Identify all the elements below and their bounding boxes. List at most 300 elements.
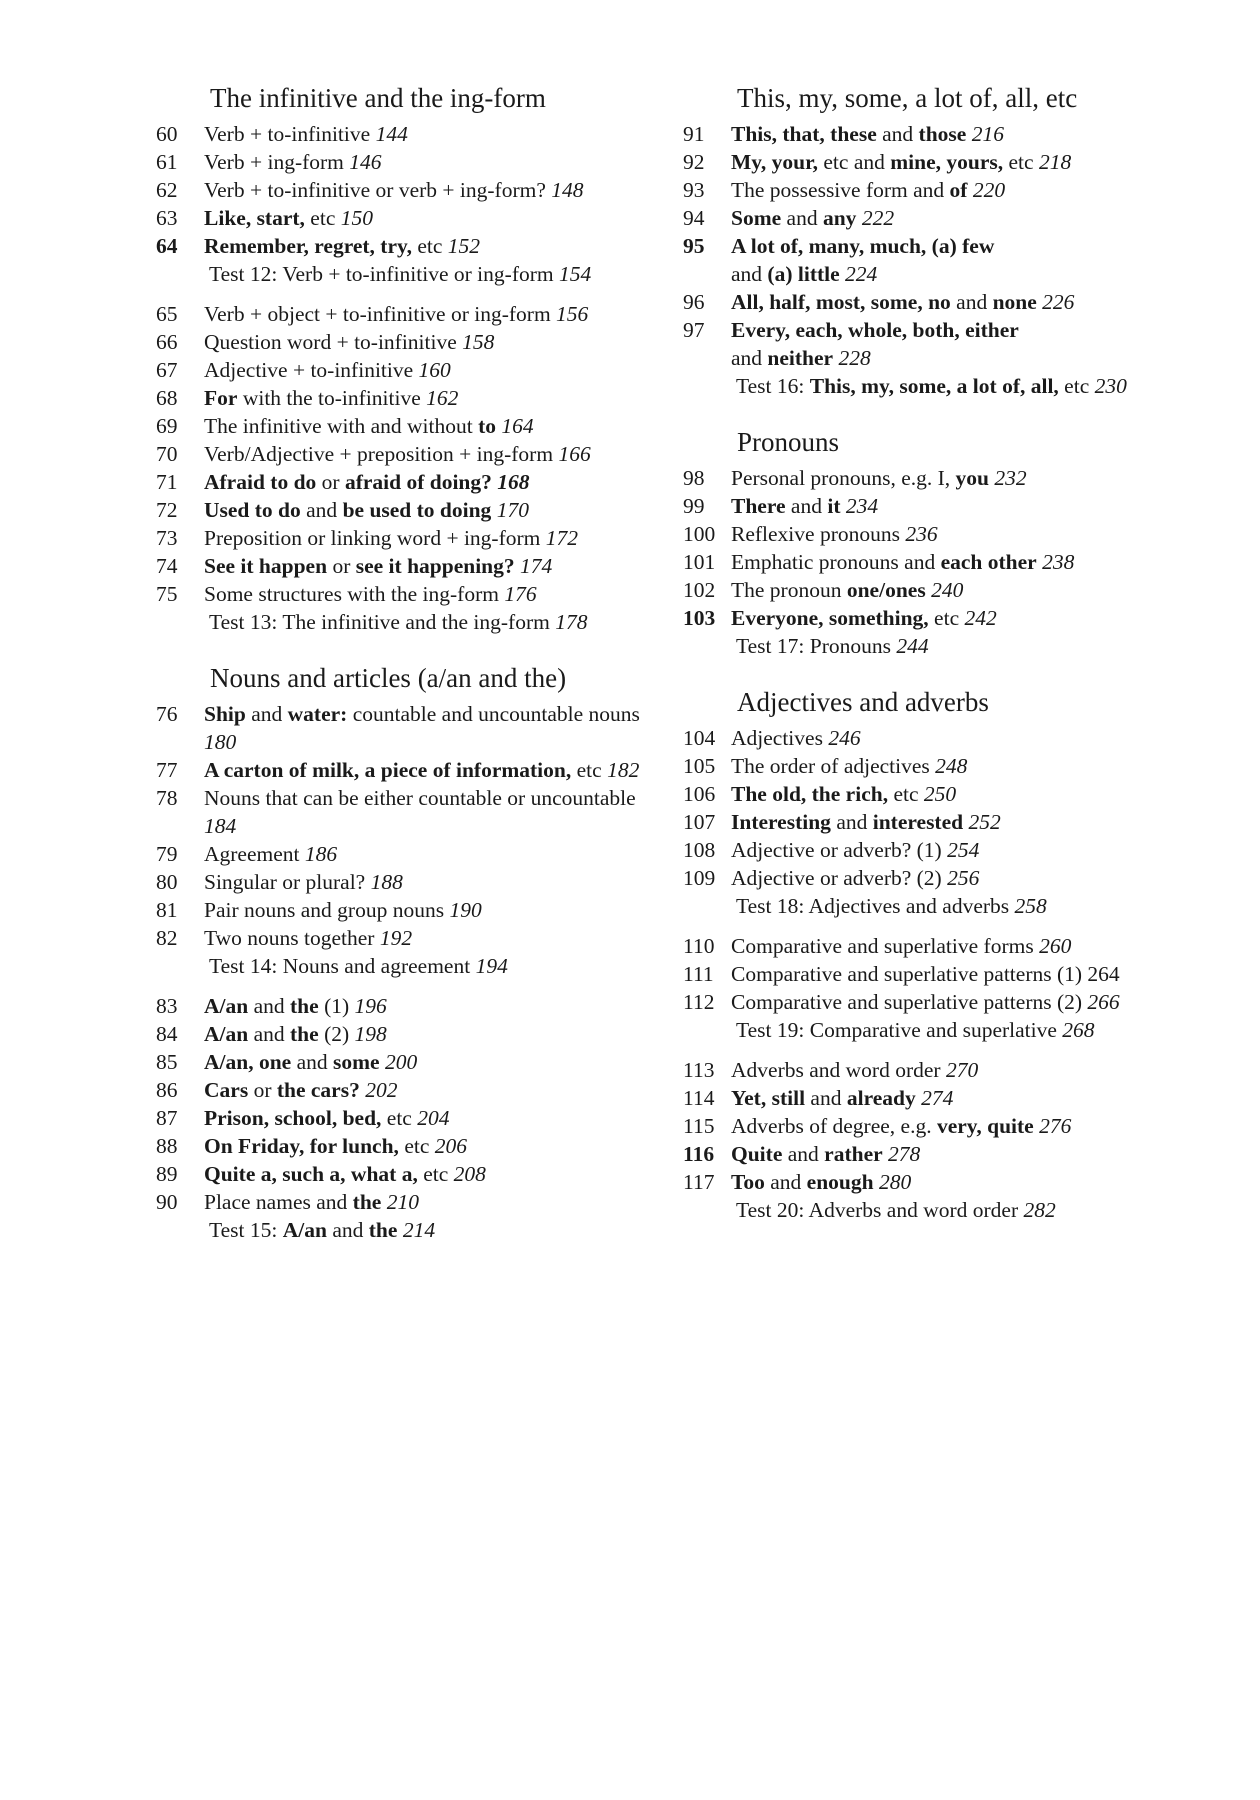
unit-entry[interactable] [156, 440, 656, 468]
unit-number: 107 [683, 810, 716, 834]
contents-column-left [156, 76, 656, 1264]
entry-text: the [368, 1218, 398, 1242]
entry-text: and [781, 206, 823, 230]
unit-number: 79 [156, 842, 178, 866]
entry-text: The pronoun [731, 578, 847, 602]
unit-number: 115 [683, 1114, 715, 1138]
entry-text: Preposition or linking word + ing-form [204, 526, 546, 550]
unit-number: 85 [156, 1050, 178, 1074]
entry-text: none [992, 290, 1037, 314]
entry-text: the cars? [276, 1078, 360, 1102]
unit-entry[interactable] [156, 300, 656, 328]
entry-text: The order of adjectives [731, 754, 936, 778]
section-heading: This, my, some, a lot of, all, etc [737, 83, 1078, 113]
page-number: 188 [370, 870, 403, 894]
unit-number: 108 [683, 838, 716, 862]
unit-entry[interactable] [156, 328, 656, 356]
unit-entry[interactable] [683, 548, 1243, 576]
unit-entry[interactable] [156, 1104, 656, 1132]
unit-title [204, 896, 656, 924]
page-number: 184 [204, 814, 237, 838]
page-number: 282 [1023, 1198, 1056, 1222]
unit-number: 100 [683, 522, 716, 546]
test-entry[interactable] [156, 1216, 656, 1244]
unit-entry[interactable] [683, 1168, 1243, 1196]
page-number: 162 [426, 386, 459, 410]
entry-text: and [291, 1050, 334, 1074]
unit-entry[interactable] [683, 960, 1243, 988]
unit-entry[interactable] [683, 176, 1243, 204]
unit-entry[interactable] [156, 468, 656, 496]
page-number: 208 [453, 1162, 486, 1186]
unit-title [731, 576, 1243, 604]
page-number: 278 [888, 1142, 921, 1166]
unit-title [204, 1188, 656, 1216]
page-number: 164 [501, 414, 534, 438]
unit-entry[interactable] [683, 1084, 1243, 1112]
unit-title [731, 148, 1243, 176]
unit-number: 70 [156, 442, 178, 466]
page-number: 220 [972, 178, 1006, 202]
entry-text: or [248, 1078, 277, 1102]
entry-text: some [333, 1050, 380, 1074]
unit-title [204, 840, 656, 868]
unit-entry[interactable] [683, 1112, 1243, 1140]
entry-text: There [731, 494, 786, 518]
unit-entry[interactable] [156, 580, 656, 608]
unit-entry[interactable] [683, 288, 1243, 316]
unit-entry[interactable] [683, 724, 1243, 752]
unit-title [204, 204, 656, 232]
page-number: 268 [1062, 1018, 1095, 1042]
entry-text: Ship [204, 702, 246, 726]
page-number: 266 [1087, 990, 1120, 1014]
unit-entry[interactable] [683, 836, 1243, 864]
entry-text: Reflexive pronouns [731, 522, 906, 546]
unit-entry[interactable] [683, 120, 1243, 148]
unit-title [204, 1132, 656, 1160]
unit-entry[interactable] [156, 176, 656, 204]
unit-title [204, 176, 656, 204]
page-number: 160 [418, 358, 451, 382]
page-number: 218 [1038, 150, 1072, 174]
unit-number: 75 [156, 582, 178, 606]
entry-text: etc [411, 234, 448, 258]
unit-title [731, 1168, 1243, 1196]
page-number: 234 [845, 494, 879, 518]
unit-title [204, 356, 656, 384]
unit-title [204, 868, 656, 896]
entry-text: etc [304, 206, 341, 230]
unit-entry[interactable] [156, 1020, 656, 1048]
entry-text: each other [940, 550, 1037, 574]
unit-number: 76 [156, 702, 178, 726]
unit-entry[interactable] [156, 232, 656, 260]
unit-entry[interactable] [156, 1160, 656, 1188]
test-entry[interactable] [683, 632, 1243, 660]
unit-number: 105 [683, 754, 716, 778]
unit-entry[interactable] [683, 864, 1243, 892]
unit-entry[interactable] [156, 1048, 656, 1076]
page-number: 280 [878, 1170, 912, 1194]
page-number: 230 [1094, 374, 1127, 398]
entry-text: and [731, 346, 768, 370]
entry-text: Quite a, such a, what a, [204, 1162, 418, 1186]
unit-title [204, 1020, 656, 1048]
entry-text: etc [398, 1134, 435, 1158]
unit-title [204, 1048, 656, 1076]
unit-entry[interactable] [683, 464, 1243, 492]
unit-entry[interactable] [683, 604, 1243, 632]
unit-number: 72 [156, 498, 178, 522]
test-entry[interactable] [683, 892, 1243, 920]
unit-number: 96 [683, 290, 705, 314]
entry-text: countable and uncountable nouns [347, 702, 640, 726]
test-entry[interactable] [683, 1016, 1243, 1044]
contents-section [156, 76, 656, 636]
test-entry[interactable] [156, 260, 656, 288]
unit-title [204, 784, 656, 840]
unit-number: 109 [683, 866, 716, 890]
unit-entry[interactable] [683, 316, 1243, 372]
page-number: 210 [386, 1190, 419, 1214]
page-number: 182 [607, 758, 640, 782]
unit-number: 106 [683, 782, 716, 806]
entry-text: Too [731, 1170, 765, 1194]
unit-number: 81 [156, 898, 178, 922]
entry-text: Prison, school, bed, [204, 1106, 382, 1130]
unit-title [204, 1160, 656, 1188]
unit-entry[interactable] [683, 576, 1243, 604]
section-heading: The infinitive and the ing-form [210, 83, 546, 113]
unit-title [204, 1076, 656, 1104]
test-entry[interactable] [683, 372, 1243, 400]
unit-number: 68 [156, 386, 178, 410]
entry-text: and [248, 1022, 291, 1046]
unit-number: 116 [683, 1142, 715, 1166]
unit-title [204, 468, 656, 496]
entry-text: Question word + to-infinitive [204, 330, 463, 354]
unit-title [731, 288, 1243, 316]
unit-title [204, 700, 656, 756]
unit-number: 74 [156, 554, 178, 578]
unit-number: 90 [156, 1190, 178, 1214]
section-heading: Nouns and articles (a/an and the) [210, 663, 567, 693]
unit-number: 64 [156, 234, 178, 258]
unit-entry[interactable] [683, 1056, 1243, 1084]
page-number: 152 [447, 234, 481, 258]
entry-text: Two nouns together [204, 926, 380, 950]
unit-number: 65 [156, 302, 178, 326]
entry-text: A/an [282, 1218, 327, 1242]
unit-entry[interactable] [156, 992, 656, 1020]
entry-text: A/an [204, 1022, 249, 1046]
unit-title [731, 988, 1243, 1016]
page-number: 246 [828, 726, 861, 750]
entry-text: with the to-infinitive [237, 386, 427, 410]
entry-text: Afraid to do [204, 470, 317, 494]
page-number: 158 [462, 330, 495, 354]
unit-title [731, 1056, 1243, 1084]
unit-entry[interactable] [683, 520, 1243, 548]
entry-text: Cars [204, 1078, 249, 1102]
unit-number: 104 [683, 726, 716, 750]
page-number: 170 [496, 498, 529, 522]
unit-entry[interactable] [683, 1140, 1243, 1168]
unit-entry[interactable] [156, 412, 656, 440]
page-number: 270 [945, 1058, 979, 1082]
unit-entry[interactable] [683, 932, 1243, 960]
page-number: 204 [417, 1106, 450, 1130]
unit-number: 114 [683, 1086, 715, 1110]
unit-entry[interactable] [156, 924, 656, 952]
unit-number: 112 [683, 990, 715, 1014]
unit-entry[interactable] [156, 1188, 656, 1216]
entry-text: Test 13: The infinitive and the ing-form [209, 610, 556, 634]
entry-text: Comparative and superlative patterns (2) [731, 990, 1088, 1014]
unit-number: 67 [156, 358, 178, 382]
entry-text: enough [806, 1170, 874, 1194]
entry-text: Test 16: [736, 374, 810, 398]
entry-text: and [731, 262, 768, 286]
unit-number: 111 [683, 962, 714, 986]
entry-text: and [300, 498, 343, 522]
unit-title [731, 1084, 1243, 1112]
unit-title [731, 604, 1243, 632]
page-number: 238 [1042, 550, 1075, 574]
page-number: 254 [947, 838, 980, 862]
entry-text: Test 19: Comparative and superlative [736, 1018, 1063, 1042]
entry-text: Emphatic pronouns and [731, 550, 941, 574]
unit-title [731, 752, 1243, 780]
page-number: 248 [935, 754, 968, 778]
contents-column-right [683, 76, 1243, 1244]
entry-text: (1) [318, 994, 355, 1018]
unit-title [731, 120, 1243, 148]
entry-text: Quite [731, 1142, 783, 1166]
unit-entry[interactable] [683, 204, 1243, 232]
entry-text: afraid of doing? [344, 470, 492, 494]
unit-entry[interactable] [156, 496, 656, 524]
entry-text: etc [571, 758, 608, 782]
unit-entry[interactable] [683, 752, 1243, 780]
unit-entry[interactable] [156, 896, 656, 924]
entry-text: Test 12: Verb + to-infinitive or ing-form [209, 262, 559, 286]
unit-number: 62 [156, 178, 178, 202]
entry-text: Adverbs and word order [731, 1058, 946, 1082]
entry-text: Nouns that can be either countable or uncountable [204, 786, 636, 810]
entry-text: A carton of milk, a piece of information, [204, 758, 572, 782]
unit-number: 93 [683, 178, 705, 202]
entry-text: Verb + ing-form [204, 150, 350, 174]
unit-title [731, 1112, 1243, 1140]
unit-entry[interactable] [156, 868, 656, 896]
unit-number: 97 [683, 318, 705, 342]
unit-number: 103 [683, 606, 716, 630]
unit-entry[interactable] [683, 148, 1243, 176]
unit-entry[interactable] [156, 120, 656, 148]
entry-text: Test 17: Pronouns [736, 634, 897, 658]
entry-text: the [290, 1022, 319, 1046]
page-number: 256 [947, 866, 980, 890]
page-number: 224 [845, 262, 878, 286]
unit-number: 83 [156, 994, 178, 1018]
unit-title [204, 440, 656, 468]
unit-number: 99 [683, 494, 705, 518]
page-number: 154 [558, 262, 592, 286]
entry-text: mine, yours, [890, 150, 1004, 174]
entry-text: those [918, 122, 967, 146]
contents-section [156, 656, 656, 1244]
entry-text: Some [731, 206, 782, 230]
page-number: 242 [964, 606, 997, 630]
test-entry[interactable] [156, 608, 656, 636]
unit-title [731, 960, 1243, 988]
page-number: 228 [838, 346, 871, 370]
page-number: 172 [545, 526, 579, 550]
unit-number: 73 [156, 526, 178, 550]
page-number: 180 [204, 730, 237, 754]
page-number: 244 [896, 634, 929, 658]
entry-text: Adverbs of degree, e.g. [731, 1114, 937, 1138]
entry-text: Verb + to-infinitive [204, 122, 376, 146]
unit-entry[interactable] [156, 1076, 656, 1104]
entry-text: A/an [204, 994, 249, 1018]
entry-text: A lot of, many, much, (a) few [731, 234, 995, 258]
page-number: 168 [497, 470, 530, 494]
entry-text: All, half, most, some, no [731, 290, 951, 314]
page-number: 198 [354, 1022, 387, 1046]
unit-entry[interactable] [156, 784, 656, 840]
unit-entry[interactable] [683, 808, 1243, 836]
page-number: 148 [551, 178, 584, 202]
page-number: 258 [1014, 894, 1047, 918]
unit-entry[interactable] [156, 700, 656, 756]
entry-text: etc [1058, 374, 1095, 398]
unit-entry[interactable] [683, 232, 1243, 288]
section-heading: Pronouns [737, 427, 840, 457]
entry-text: Adjectives [731, 726, 829, 750]
entry-text: Some structures with the ing-form [204, 582, 505, 606]
entry-text: etc [417, 1162, 454, 1186]
entry-text: and [764, 1170, 807, 1194]
entry-text: very, quite [936, 1114, 1034, 1138]
page-number: 192 [379, 926, 413, 950]
unit-title [731, 316, 1243, 372]
entry-text: For [204, 386, 238, 410]
contents-section [683, 420, 1243, 660]
contents-section [683, 76, 1243, 400]
unit-entry[interactable] [156, 356, 656, 384]
entry-text: See it happen [204, 554, 328, 578]
entry-text: Adjective or adverb? (2) [731, 866, 948, 890]
page-number: 174 [520, 554, 553, 578]
unit-title [731, 548, 1243, 576]
unit-number: 91 [683, 122, 705, 146]
unit-title [731, 724, 1243, 752]
unit-entry[interactable] [156, 552, 656, 580]
unit-title [204, 412, 656, 440]
unit-entry[interactable] [156, 756, 656, 784]
unit-entry[interactable] [683, 988, 1243, 1016]
unit-entry[interactable] [156, 204, 656, 232]
unit-number: 60 [156, 122, 178, 146]
entry-text: one/ones [846, 578, 926, 602]
test-entry[interactable] [683, 1196, 1243, 1224]
unit-title [204, 496, 656, 524]
page-number: 260 [1039, 934, 1072, 958]
unit-entry[interactable] [156, 1132, 656, 1160]
page-number: 190 [449, 898, 482, 922]
page-number: 200 [384, 1050, 418, 1074]
entry-text: Adjective or adverb? (1) [731, 838, 948, 862]
unit-entry[interactable] [156, 384, 656, 412]
entry-text: and [876, 122, 919, 146]
page-number: 276 [1039, 1114, 1072, 1138]
entry-text: the [352, 1190, 382, 1214]
entry-text: (2) [318, 1022, 355, 1046]
unit-entry[interactable] [683, 780, 1243, 808]
page-number: 176 [504, 582, 537, 606]
unit-number: 71 [156, 470, 178, 494]
unit-title [204, 924, 656, 952]
unit-title [731, 492, 1243, 520]
unit-title [204, 756, 656, 784]
entry-text: to [478, 414, 497, 438]
page-number: 240 [931, 578, 964, 602]
unit-number: 77 [156, 758, 178, 782]
entry-text: Place names and [204, 1190, 353, 1214]
entry-text: and [805, 1086, 847, 1110]
entry-text: etc and [818, 150, 891, 174]
entry-text: Interesting [731, 810, 831, 834]
unit-number: 113 [683, 1058, 715, 1082]
unit-title [204, 232, 656, 260]
entry-text: of [949, 178, 968, 202]
entry-text: etc [928, 606, 965, 630]
unit-entry[interactable] [156, 840, 656, 868]
unit-entry[interactable] [683, 492, 1243, 520]
entry-text: The possessive form and [731, 178, 950, 202]
page-number: 178 [555, 610, 588, 634]
entry-text: be used to doing [342, 498, 492, 522]
unit-title [731, 780, 1243, 808]
unit-number: 82 [156, 926, 178, 950]
unit-number: 110 [683, 934, 715, 958]
entry-text: My, your, [731, 150, 819, 174]
unit-entry[interactable] [156, 148, 656, 176]
entry-text: Test 20: Adverbs and word order [736, 1198, 1024, 1222]
entry-text: and [245, 702, 288, 726]
page-number: 206 [434, 1134, 467, 1158]
entry-text: Comparative and superlative forms [731, 934, 1040, 958]
test-entry[interactable] [156, 952, 656, 980]
unit-title [731, 520, 1243, 548]
entry-text: Test 18: Adjectives and adverbs [736, 894, 1015, 918]
unit-entry[interactable] [156, 524, 656, 552]
entry-text: Like, start, [204, 206, 305, 230]
entry-text: and [782, 1142, 825, 1166]
unit-number: 63 [156, 206, 178, 230]
page-number: 222 [861, 206, 895, 230]
page-number: 252 [968, 810, 1001, 834]
page-number: 214 [402, 1218, 436, 1242]
spacer [683, 920, 1243, 932]
unit-number: 87 [156, 1106, 178, 1130]
unit-number: 92 [683, 150, 705, 174]
entry-text: Verb + object + to-infinitive or ing-form [204, 302, 557, 326]
page-number: 216 [971, 122, 1004, 146]
